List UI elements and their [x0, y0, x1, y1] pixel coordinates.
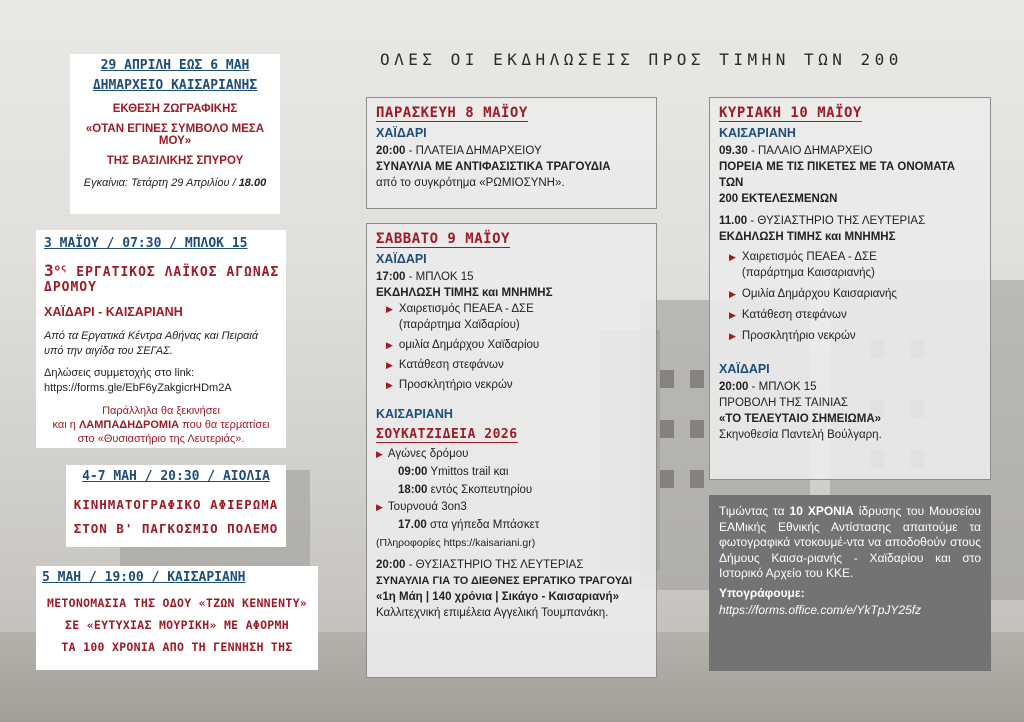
race-date: 3 ΜΑΪΟΥ / 07:30 / ΜΠΛΟΚ 15 [44, 236, 248, 251]
arrow-right-icon: ▶ [386, 380, 393, 390]
friday-event: ΣΥΝΑΥΛΙΑ ΜΕ ΑΝΤΙΦΑΣΙΣΤΙΚΑ ΤΡΑΓΟΥΔΙΑ [376, 161, 611, 173]
race-card [36, 230, 286, 448]
cinema-card [66, 465, 286, 547]
exhibition-line3: ΤΗΣ ΒΑΣΙΛΙΚΗΣ ΣΠΥΡΟΥ [106, 155, 244, 167]
arrow-right-icon: ▶ [376, 449, 383, 459]
sunday-day: ΚΥΡΙΑΚΗ 10 ΜΑΪΟΥ [719, 105, 862, 121]
exhibition-date: 29 ΑΠΡΙΛΗ ΕΩΣ 6 ΜΑΗ [100, 58, 250, 73]
saturday-event-1: ΕΚΔΗΛΩΣΗ ΤΙΜΗΣ και ΜΝΗΜΗΣ [376, 287, 553, 299]
race-registration: Δηλώσεις συμμετοχής στο link: https://forms.gle/EbF6yZakgicrHDm2A [44, 366, 286, 396]
saturday-box [366, 223, 657, 678]
arrow-right-icon: ▶ [386, 340, 393, 350]
arrow-right-icon: ▶ [386, 304, 393, 314]
petition-text: Τιμώντας τα 10 ΧΡΟΝΙΑ ίδρυσης του Μουσείου ΕΑΜικής Εθνικής Αντίστασης απαιτούμε τα φωτογραφικά ντοκουμέ-ντα να αποδοθούν στους Δήμους Καισα-ριανής - Χαϊδαρίου και στο Ιστορικό Αρχείο του ΚΚΕ. [719, 504, 981, 580]
friday-performer: από το συγκρότημα «ΡΩΜΙΟΣΥΝΗ». [376, 177, 565, 189]
saturday-location-1: ΧΑΪΔΑΡΙ [376, 252, 427, 266]
saturday-day: ΣΑΒΒΑΤΟ 9 ΜΑΪΟΥ [376, 231, 510, 247]
saturday-event-4: Καλλιτεχνική επιμέλεια Αγγελική Τουμπανάκη. [376, 607, 609, 619]
sunday-event-2: ΕΚΔΗΛΩΣΗ ΤΙΜΗΣ και ΜΝΗΜΗΣ [719, 231, 896, 243]
sunday-time-1: 09.30 - ΠΑΛΑΙΟ ΔΗΜΑΡΧΕΙΟ [719, 145, 873, 157]
arrow-right-icon: ▶ [729, 310, 736, 320]
saturday-time-2: 20:00 - ΘΥΣΙΑΣΤΗΡΙΟ ΤΗΣ ΛΕΥΤΕΡΙΑΣ [376, 559, 584, 571]
list-item: ▶ Ομιλία Δημάρχου Καισαριανής [729, 288, 897, 300]
friday-day: ΠΑΡΑΣΚΕΥΗ 8 ΜΑΪΟΥ [376, 105, 528, 121]
arrow-right-icon: ▶ [729, 252, 736, 262]
arrow-right-icon: ▶ [729, 289, 736, 299]
exhibition-card [70, 54, 280, 214]
rename-card [36, 566, 318, 670]
sunday-time-2: 11.00 - ΘΥΣΙΑΣΤΗΡΙΟ ΤΗΣ ΛΕΥΤΕΡΙΑΣ [719, 215, 926, 227]
saturday-event-3: «1η Μάη | 140 χρόνια | Σικάγο - Καισαριανή» [376, 591, 619, 603]
cinema-date: 4-7 ΜΑΗ / 20:30 / ΑΙΟΛΙΑ [82, 469, 270, 484]
exhibition-opening: Εγκαίνια: Τετάρτη 29 Απριλίου / 18.00 [83, 177, 267, 189]
sunday-time-3: 20:00 - ΜΠΛΟΚ 15 [719, 381, 817, 393]
saturday-time-1: 17:00 - ΜΠΛΟΚ 15 [376, 271, 474, 283]
list-item: ▶ Προσκλητήριο νεκρών [386, 379, 513, 391]
list-item: ▶ Κατάθεση στεφάνων [729, 309, 847, 321]
games-running: ▶ Αγώνες δρόμου [376, 448, 469, 460]
petition-sign-label: Υπογράφουμε: [719, 585, 805, 600]
saturday-location-2: ΚΑΙΣΑΡΙΑΝΗ [376, 407, 453, 421]
list-item: ▶ ομιλία Δημάρχου Χαϊδαρίου [386, 339, 540, 351]
list-item: ▶ Προσκλητήριο νεκρών [729, 330, 856, 342]
sunday-location-1: ΚΑΙΣΑΡΙΑΝΗ [719, 126, 796, 140]
list-item: ▶ Χαιρετισμός ΠΕΑΕΑ - ΔΣΕ (παράρτημα Χαϊδαρίου) [386, 303, 534, 331]
games-running-time-1: 09:00 Ymittos trail και [398, 466, 509, 478]
sunday-location-2: ΧΑΪΔΑΡΙ [719, 362, 770, 376]
cinema-line2: ΣΤΟΝ Β' ΠΑΓΚΟΣΜΙΟ ΠΟΛΕΜΟ [73, 521, 279, 536]
page-title: ΟΛΕΣ ΟΙ ΕΚΔΗΛΩΣΕΙΣ ΠΡΟΣ ΤΙΜΗΝ ΤΩΝ 200 [380, 50, 903, 69]
exhibition-line2: «ΟΤΑΝ ΕΓΙΝΕΣ ΣΥΜΒΟΛΟ ΜΕΣΑ ΜΟΥ» [85, 123, 265, 147]
saturday-event-2: ΣΥΝΑΥΛΙΑ ΓΙΑ ΤΟ ΔΙΕΘΝΕΣ ΕΡΓΑΤΙΚΟ ΤΡΑΓΟΥΔΙ [376, 575, 633, 587]
rename-date: 5 ΜΑΗ / 19:00 / ΚΑΙΣΑΡΙΑΝΗ [42, 570, 246, 585]
rename-line2: ΣΕ «ΕΥΤΥΧΙΑΣ ΜΟΥΡΙΚΗ» ΜΕ ΑΦΟΡΜΗ [65, 618, 289, 632]
list-item: ▶ Κατάθεση στεφάνων [386, 359, 504, 371]
rename-line1: ΜΕΤΟΝΟΜΑΣΙΑ ΤΗΣ ΟΔΟΥ «ΤΖΩΝ ΚΕΝΝΕΝΤΥ» [46, 596, 308, 610]
games-info: (Πληροφορίες https://kaisariani.gr) [376, 537, 536, 549]
exhibition-place: ΔΗΜΑΡΧΕΙΟ ΚΑΙΣΑΡΙΑΝΗΣ [92, 78, 258, 93]
arrow-right-icon: ▶ [376, 502, 383, 512]
sunday-event-4: «ΤΟ ΤΕΛΕΥΤΑΙΟ ΣΗΜΕΙΩΜΑ» [719, 413, 882, 425]
race-title: $3^{o\varsigma}$ ΕΡΓΑΤΙΚΟΣ ΛΑΪΚΟΣ ΑΓΩΝΑΣ ΔΡΟΜΟΥ [44, 261, 280, 295]
friday-box [366, 97, 657, 209]
friday-time: 20:00 - ΠΛΑΤΕΙΑ ΔΗΜΑΡΧΕΙΟΥ [376, 145, 542, 157]
cinema-line1: ΚΙΝΗΜΑΤΟΓΡΑΦΙΚΟ ΑΦΙΕΡΩΜΑ [73, 497, 279, 512]
race-route: ΧΑΪΔΑΡΙ - ΚΑΙΣΑΡΙΑΝΗ [44, 305, 183, 319]
friday-location: ΧΑΪΔΑΡΙ [376, 126, 427, 140]
race-torch-relay: Παράλληλα θα ξεκινήσει και η ΛΑΜΠΑΔΗΔΡΟΜΙΑ που θα τερματίσει στο «Θυσιαστήριο της Λευτεριάς». [52, 405, 270, 445]
rename-line3: ΤΑ 100 ΧΡΟΝΙΑ ΑΠΟ ΤΗ ΓΕΝΝΗΣΗ ΤΗΣ [61, 640, 293, 654]
sunday-event-5: Σκηνοθεσία Παντελή Βούλγαρη. [719, 429, 882, 441]
petition-link[interactable]: https://forms.office.com/e/YkTpJY25fz [719, 602, 922, 617]
registration-link[interactable]: https://forms.gle/EbF6yZakgicrHDm2A [44, 382, 232, 394]
arrow-right-icon: ▶ [729, 331, 736, 341]
exhibition-line1: ΕΚΘΕΣΗ ΖΩΓΡΑΦΙΚΗΣ [112, 103, 238, 115]
list-item: ▶ Χαιρετισμός ΠΕΑΕΑ - ΔΣΕ (παράρτημα Καισαριανής) [729, 251, 877, 279]
arrow-right-icon: ▶ [386, 360, 393, 370]
petition-box [709, 495, 991, 671]
sunday-event-1: ΠΟΡΕΙΑ ΜΕ ΤΙΣ ΠΙΚΕΤΕΣ ΜΕ ΤΑ ΟΝΟΜΑΤΑ ΤΩΝ 200 ΕΚΤΕΛΕΣΜΕΝΩΝ [719, 161, 956, 205]
saturday-games-title: ΣΟΥΚΑΤΖΙΔΕΙΑ 2026 [376, 427, 518, 442]
sunday-event-3: ΠΡΟΒΟΛΗ ΤΗΣ ΤΑΙΝΙΑΣ [719, 397, 849, 409]
sunday-box [709, 97, 991, 480]
race-organizers: Από τα Εργατικά Κέντρα Αθήνας και Πειραιά υπό την αιγίδα του ΣΕΓΑΣ. [44, 330, 259, 357]
games-running-time-2: 18:00 εντός Σκοπευτηρίου [398, 484, 533, 496]
games-basketball: ▶ Τουρνουά 3on3 [376, 501, 467, 513]
games-basketball-time: 17.00 στα γήπεδα Μπάσκετ [398, 519, 540, 531]
